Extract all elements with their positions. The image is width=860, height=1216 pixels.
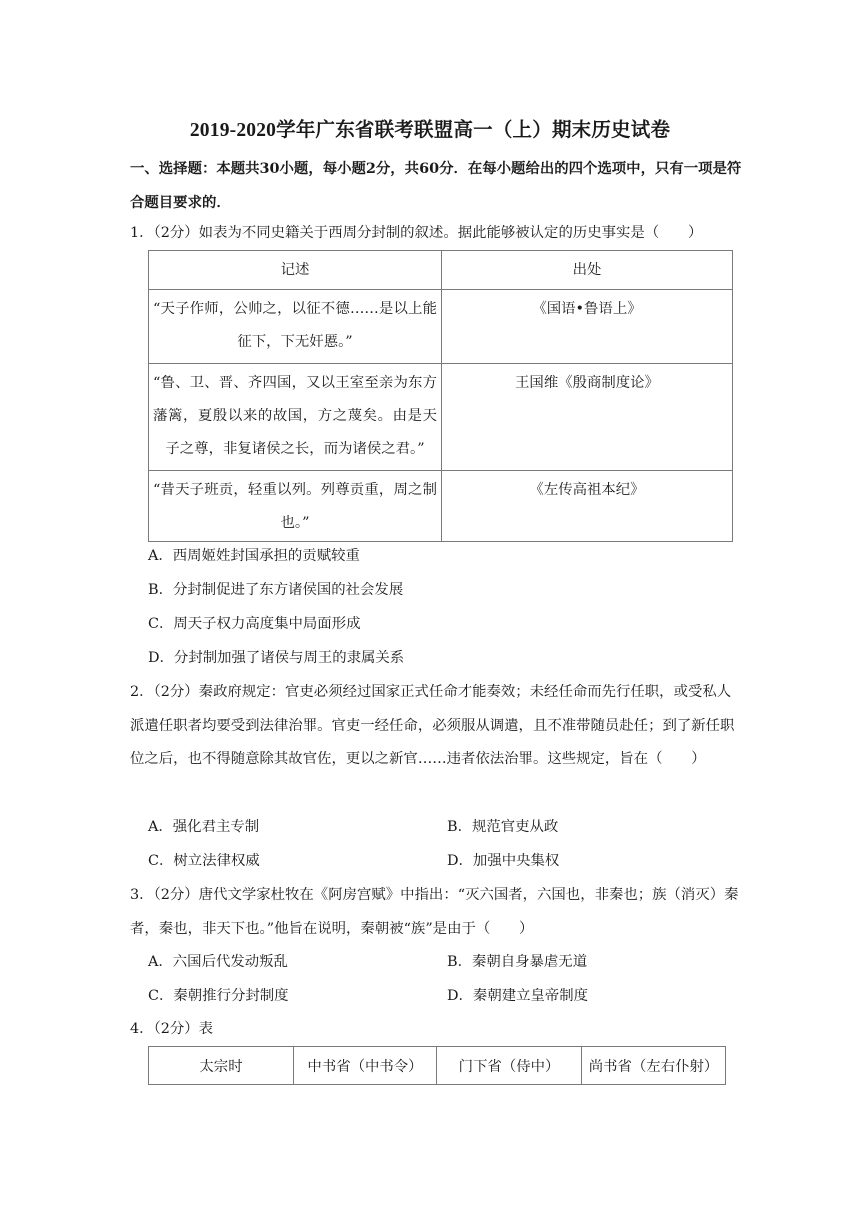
table-cell: [149, 290, 442, 364]
table-row: [149, 290, 733, 364]
table-cell: 尚书省（左右仆射）: [582, 1047, 726, 1085]
question-1-stem: 1．（2分）如表为不同史籍关于西周分封制的叙述。据此能够被认定的历史事实是（ ）: [130, 225, 703, 241]
table-cell: 《国语•鲁语上》: [442, 290, 733, 364]
table-header-row: [149, 251, 733, 290]
question-3-option-a[interactable]: A．六国后代发动叛乱: [148, 954, 288, 970]
table-row: [149, 471, 733, 542]
question-1-option-b[interactable]: B．分封制促进了东方诸侯国的社会发展: [148, 582, 404, 598]
question-3-option-d[interactable]: D．秦朝建立皇帝制度: [447, 988, 589, 1004]
table-row: [149, 364, 733, 471]
table-header-cell: 记述: [149, 251, 442, 290]
table-cell: 门下省（侍中）: [437, 1047, 582, 1085]
question-3-option-c[interactable]: C．秦朝推行分封制度: [148, 988, 289, 1004]
question-2-option-b[interactable]: B．规范官吏从政: [447, 819, 559, 835]
table-cell: 王国维《殷商制度论》: [442, 364, 733, 471]
question-1-option-d[interactable]: D．分封制加强了诸侯与周王的隶属关系: [148, 650, 405, 666]
question-1-table: [148, 250, 733, 542]
question-3-stem: 3．（2分）唐代文学家杜牧在《阿房宫赋》中指出：“灭六国者，六国也，非秦也；族（消灭）秦者，秦也，非天下也。”他旨在说明，秦朝被“族”是由于（ ）: [130, 887, 739, 937]
question-1-option-c[interactable]: C．周天子权力高度集中局面形成: [148, 616, 361, 632]
table-row: [149, 1047, 726, 1085]
table-cell: [149, 471, 442, 542]
question-2-stem: 2．（2分）秦政府规定：官吏必须经过国家正式任命才能奏效；未经任命而先行任职，或受私人派遣任职者均要受到法律治罪。官吏一经任命，必须服从调遣，且不准带随员赴任；到了新任职位之后，也不得随意除其故官佐，更以之新官……违者依法治罪。这些规定，旨在（ ）: [130, 684, 735, 767]
quote-text: “昔天子班贡，轻重以列。列尊贡重，周之制也。”: [153, 482, 437, 531]
table-header-cell: 出处: [442, 251, 733, 290]
quote-text: “天子作师，公帅之，以征不德……是以上能征下，下无奸慝。”: [153, 301, 437, 350]
table-cell: 中书省（中书令）: [294, 1047, 437, 1085]
question-2-option-d[interactable]: D．加强中央集权: [447, 853, 560, 869]
page-title: 2019-2020学年广东省联考联盟高一（上）期末历史试卷: [189, 120, 671, 141]
question-4-stem: 4．（2分）表: [130, 1021, 214, 1037]
question-1-option-a[interactable]: A．西周姬姓封国承担的贡赋较重: [148, 548, 360, 564]
quote-text: “鲁、卫、晋、齐四国，又以王室至亲为东方藩篱，夏殷以来的故国，方之蔑矣。由是天子之尊，非复诸侯之长，而为诸侯之君。”: [153, 375, 437, 457]
question-2-option-c[interactable]: C．树立法律权威: [148, 853, 260, 869]
table-cell: [149, 364, 442, 471]
section-heading: 一、选择题：本题共30小题，每小题2分，共60分．在每小题给出的四个选项中，只有一项是符合题目要求的．: [130, 160, 742, 211]
table-cell: 《左传高祖本纪》: [442, 471, 733, 542]
question-2-option-a[interactable]: A．强化君主专制: [148, 819, 260, 835]
question-4-table: [148, 1046, 726, 1085]
question-3-option-b[interactable]: B．秦朝自身暴虐无道: [447, 954, 588, 970]
table-cell: 太宗时: [149, 1047, 294, 1085]
